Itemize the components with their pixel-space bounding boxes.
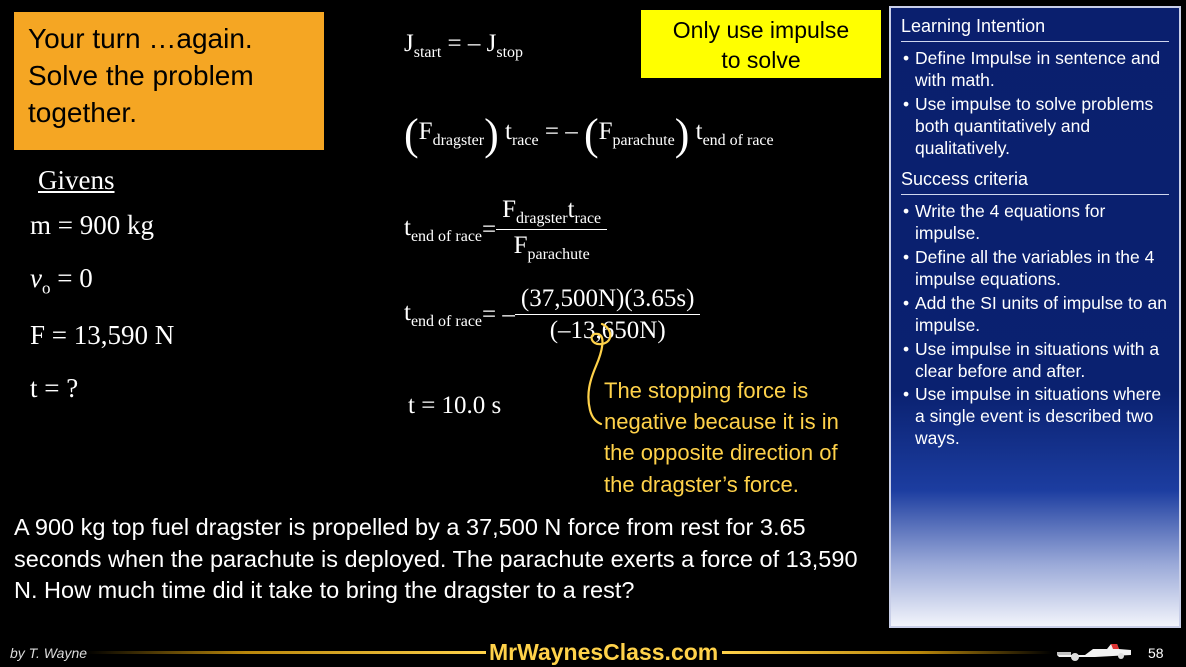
- list-item: • Use impulse in situations with a clear before and after.: [901, 339, 1169, 383]
- annotation-line-3: the opposite direction of: [604, 440, 838, 466]
- eq3-den-symbol: F: [513, 232, 528, 259]
- panel-divider-2: [901, 194, 1169, 195]
- given-mass: m = 900 kg: [30, 210, 154, 240]
- impulse-line-2: to solve: [721, 46, 801, 73]
- list-item: • Write the 4 equations for impulse.: [901, 201, 1169, 245]
- given-initial-velocity: [30, 263, 360, 298]
- eq1-rhs-subscript: stop: [496, 44, 524, 61]
- learning-intention-title: Learning Intention: [901, 16, 1046, 36]
- eq2-time1-subscript: race: [511, 132, 539, 149]
- eq3-lhs: [404, 214, 482, 246]
- eq1-lhs-subscript: start: [413, 44, 442, 61]
- givens-block: [30, 165, 360, 426]
- velocity-subscript: o: [41, 278, 51, 298]
- website-label[interactable]: MrWaynesClass.com: [489, 639, 719, 665]
- annotation-line-1: The stopping force is: [604, 378, 809, 403]
- footer-rule-right: [722, 651, 1052, 654]
- eq3-num-b: t: [567, 196, 575, 223]
- list-item: • Add the SI units of impulse to an impulse.: [901, 293, 1169, 337]
- learning-intention-list: [901, 48, 1169, 159]
- page-number: 58: [1148, 645, 1164, 661]
- open-paren-2: (: [583, 110, 599, 159]
- eq3-lhs-subscript: end of race: [410, 228, 483, 245]
- eq2-time2-subscript: end of race: [702, 132, 774, 149]
- eq4-lhs-symbol: t: [404, 299, 411, 326]
- eq2-equals: = –: [538, 118, 584, 145]
- footer-rule-left: [86, 651, 486, 654]
- eq2-force1-subscript: dragster: [432, 132, 485, 149]
- eq3-num-a-subscript: dragster: [516, 210, 568, 227]
- eq3-equals: =: [482, 216, 497, 243]
- title-line-1: Your turn …again.: [28, 23, 253, 54]
- problem-statement: A 900 kg top fuel dragster is propelled by a 37,500 N force from rest for 3.65 seconds when the parachute is deployed. The parachute exerts a force of 13,590 N. How much time did it take to bring the dragster to a rest?: [14, 514, 858, 604]
- eq4-lhs-subscript: end of race: [410, 313, 483, 330]
- eq4-equals: = –: [482, 301, 515, 328]
- velocity-value: = 0: [50, 263, 93, 293]
- panel-divider-1: [901, 41, 1169, 42]
- eq4-lhs: [404, 299, 482, 331]
- equation-3: [404, 196, 607, 264]
- eq2-time2: t: [695, 118, 703, 145]
- list-item: • Define Impulse in sentence and with math.: [901, 48, 1169, 92]
- eq3-num-b-subscript: race: [574, 210, 602, 227]
- objectives-panel: [889, 6, 1181, 628]
- dragster-car-icon: [1055, 638, 1135, 662]
- list-item: • Define all the variables in the 4 impulse equations.: [901, 247, 1169, 291]
- eq3-denominator: [496, 229, 607, 264]
- author-byline: by T. Wayne: [10, 645, 88, 661]
- annotation-line-2: negative because it is in: [604, 409, 839, 435]
- eq2-force2-subscript: parachute: [612, 132, 675, 149]
- equation-4: [404, 285, 700, 345]
- title-callout: [14, 12, 324, 150]
- final-answer: t = 10.0 s: [408, 392, 502, 419]
- eq2-force1: F: [418, 118, 433, 145]
- title-line-3: together.: [28, 97, 137, 129]
- title-line-2: Solve the problem: [28, 60, 254, 92]
- success-criteria-list: [901, 201, 1169, 450]
- eq1-equals: = –: [441, 30, 487, 57]
- close-paren-1: ): [484, 110, 499, 159]
- eq1-lhs-symbol: J: [404, 30, 414, 57]
- list-item: • Use impulse in situations where a single event is described two ways.: [901, 384, 1169, 450]
- given-time: t = ?: [30, 373, 79, 404]
- eq1-rhs-symbol: J: [486, 30, 497, 57]
- impulse-instruction-box: [641, 10, 881, 78]
- eq2-force2: F: [598, 118, 613, 145]
- velocity-symbol: v: [30, 263, 42, 293]
- equation-1: [404, 30, 523, 62]
- eq3-num-a: F: [502, 196, 517, 223]
- annotation-line-4: the dragster’s force.: [604, 471, 799, 497]
- givens-header: Givens: [38, 165, 115, 195]
- equation-2: [404, 110, 774, 159]
- eq3-den-subscript: parachute: [527, 246, 590, 263]
- given-force: F = 13,590 N: [30, 320, 175, 351]
- eq4-denominator: (–13,650N): [515, 314, 701, 345]
- open-paren-1: (: [404, 110, 419, 159]
- eq3-numerator: [496, 196, 607, 229]
- eq3-fraction: [496, 196, 607, 264]
- list-item: • Use impulse to solve problems both quantitatively and qualitatively.: [901, 94, 1169, 160]
- eq3-lhs-symbol: t: [404, 214, 411, 241]
- annotation-note: [604, 375, 894, 500]
- eq2-time1: t: [505, 118, 512, 145]
- eq4-numerator: (37,500N)(3.65s): [520, 285, 695, 312]
- impulse-line-1: Only use impulse: [672, 17, 850, 43]
- close-paren-2: ): [674, 110, 690, 159]
- success-criteria-title: Success criteria: [901, 169, 1029, 190]
